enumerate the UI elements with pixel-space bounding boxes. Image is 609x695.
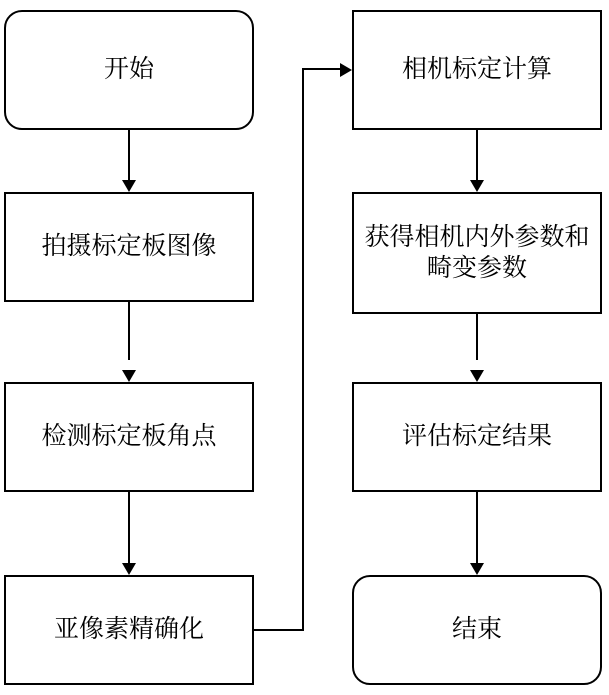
arrow-start-to-capture [122,180,136,192]
arrow-params-to-evaluate [470,370,484,382]
node-start[interactable] [4,10,254,130]
node-capture-label: 拍摄标定板图像 [41,232,217,261]
arrow-calibrate-to-params [470,180,484,192]
edge-calibrate-to-params [476,130,478,180]
node-subpixel[interactable] [4,575,254,685]
edge-capture-to-detect [128,302,130,360]
node-detect[interactable] [4,382,254,492]
edge-evaluate-to-end [476,492,478,563]
arrow-detect-to-subpixel [122,563,136,575]
edge-start-to-capture [128,130,130,180]
node-detect-label: 检测标定板角点 [41,422,217,451]
node-params-label: 获得相机内外参数和畸变参数 [364,222,590,282]
edge-detect-to-subpixel [128,492,130,563]
node-subpixel-label: 亚像素精确化 [53,615,204,644]
node-calibrate[interactable] [352,10,602,130]
node-evaluate[interactable] [352,382,602,492]
arrow-capture-to-detect [122,370,136,382]
edge-subpixel-to-calibrate-h2 [302,68,342,70]
node-start-label: 开始 [103,55,154,84]
arrow-evaluate-to-end [470,563,484,575]
node-end[interactable] [352,575,602,685]
node-evaluate-label: 评估标定结果 [401,422,552,451]
arrow-subpixel-to-calibrate [340,63,352,77]
edge-params-to-evaluate [476,314,478,360]
node-capture[interactable] [4,192,254,302]
node-end-label: 结束 [451,615,502,644]
edge-subpixel-to-calibrate-h1 [254,629,304,631]
edge-subpixel-to-calibrate-v [302,68,304,631]
node-calibrate-label: 相机标定计算 [401,55,552,84]
node-params[interactable] [352,192,602,314]
